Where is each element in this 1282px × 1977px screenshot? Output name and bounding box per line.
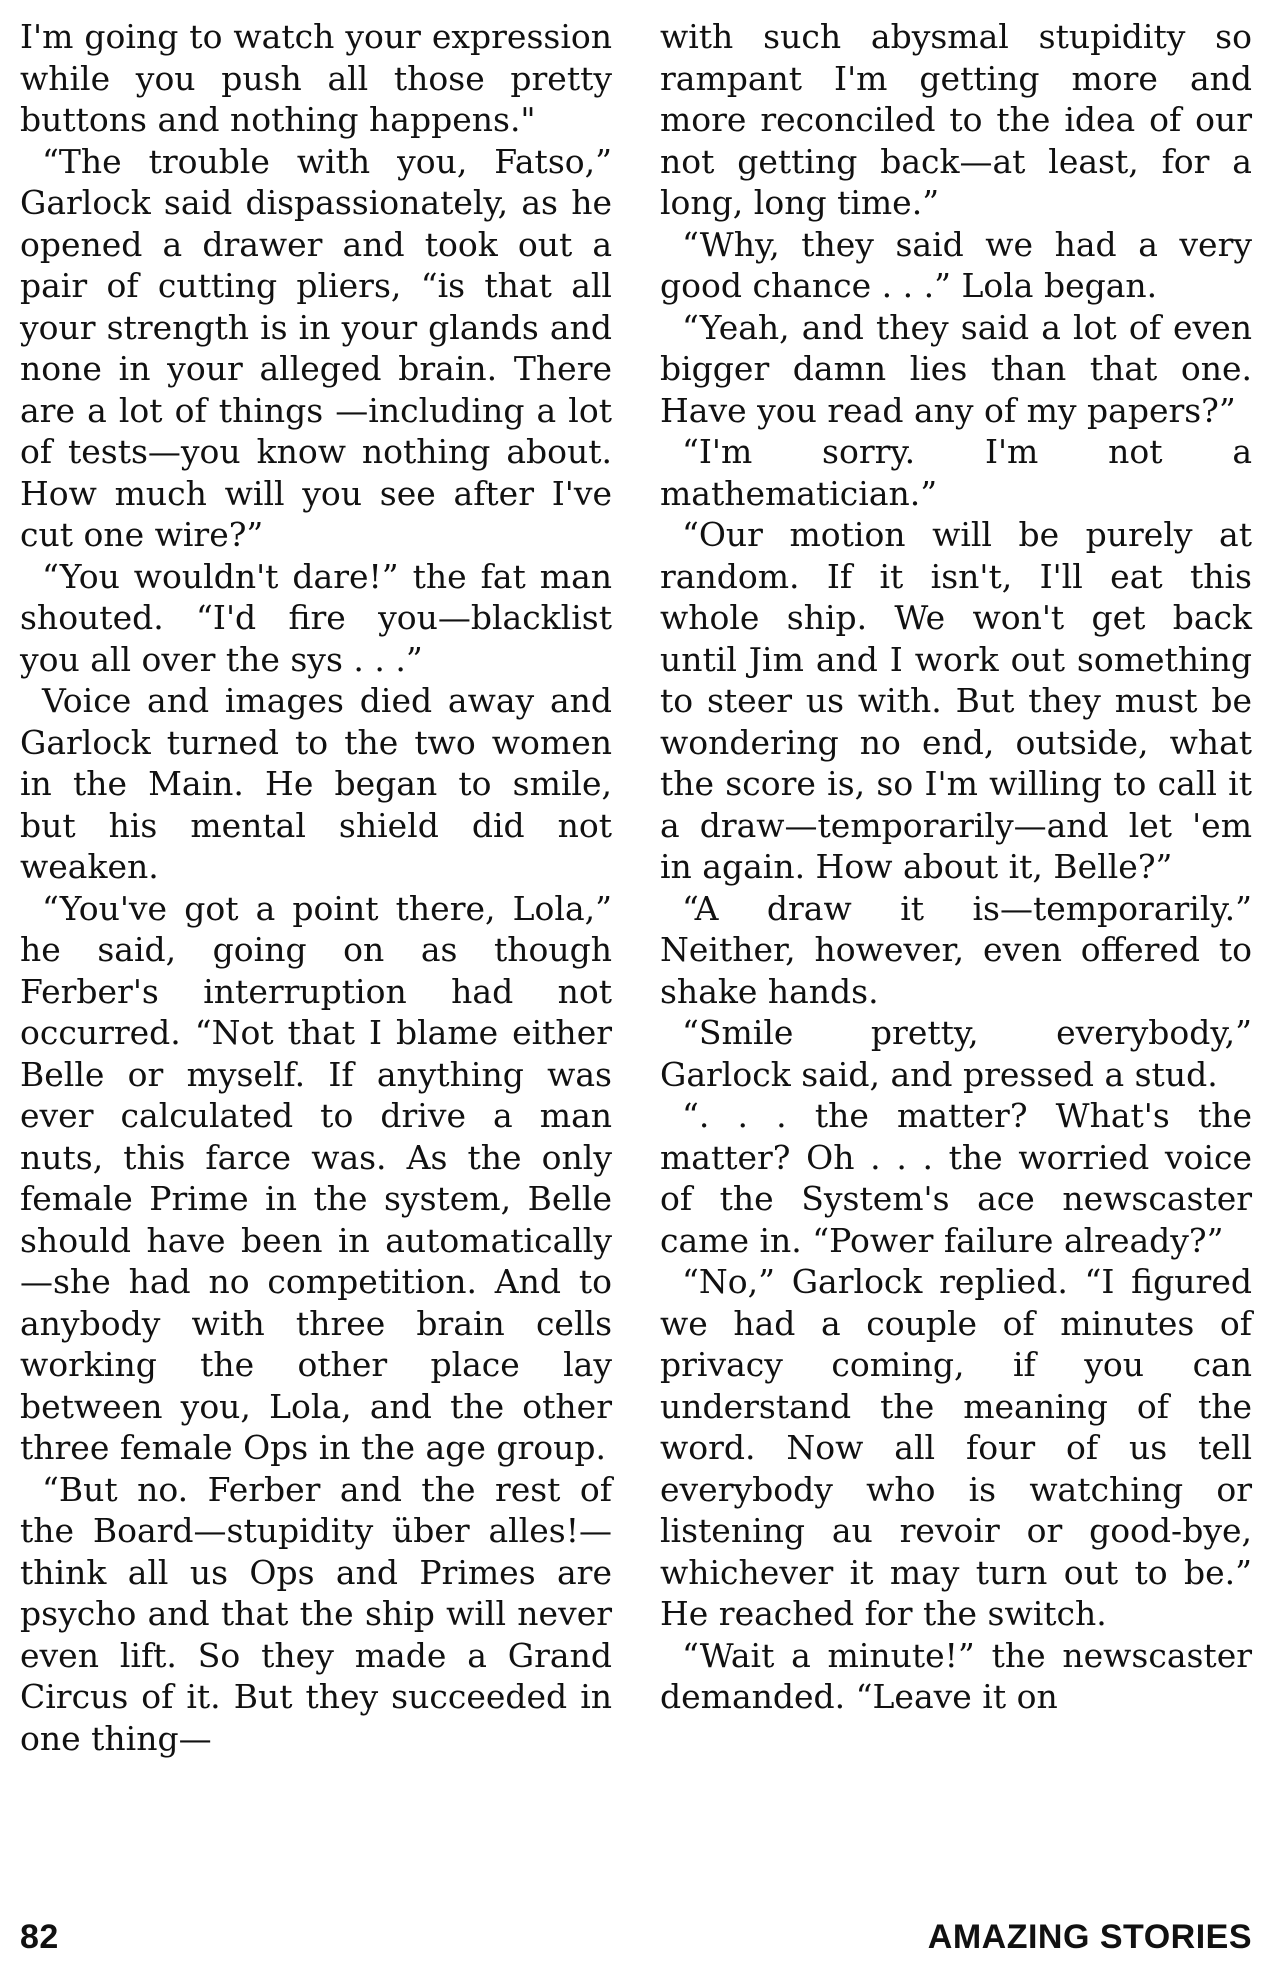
page-number: 82	[20, 1918, 59, 1956]
right-column	[660, 16, 1252, 1718]
paragraph: “No,” Garlock replied. “I figured we had a couple of minutes of privacy coming, if you can understand the meaning of the word. Now all four of us tell everybody who is watching or listening au revoir or good-bye, whichever it may turn out to be.” He reached for the switch.	[660, 1262, 1252, 1633]
paragraph: I'm going to watch your expression while you push all those pretty buttons and nothing happens."	[20, 17, 612, 139]
paragraph: “Yeah, and they said a lot of even bigger damn lies than that one. Have you read any of my papers?”	[660, 307, 1252, 430]
paragraph: “Smile pretty, everybody,” Garlock said, and pressed a stud.	[660, 1013, 1252, 1094]
paragraph: “The trouble with you, Fatso,” Garlock said dispassionately, as he opened a drawer and took out a pair of cutting pliers, “is that all your strength is in your glands and none in your alleged brain. There are a lot of things —including a lot of tests—you know nothing about. How much will you see after I've cut one wire?”	[20, 141, 612, 554]
paragraph: “You wouldn't dare!” the fat man shouted. “I'd fire you—blacklist you all over the sys . . .”	[20, 556, 612, 679]
paragraph: “Wait a minute!” the newscaster demanded. “Leave it on	[660, 1635, 1252, 1716]
left-column	[20, 16, 612, 1759]
paragraph: “You've got a point there, Lola,” he said, going on as though Ferber's interruption had not occurred. “Not that I blame either Belle or myself. If anything was ever calculated to drive a man nuts, this farce was. As the only female Prime in the system, Belle should have been in automatically—she had no competition. And to anybody with three brain cells working the other place lay between you, Lola, and the other three female Ops in the age group.	[20, 888, 612, 1467]
paragraph: “I'm sorry. I'm not a mathematician.”	[660, 432, 1252, 513]
paragraph: “. . . the matter? What's the matter? Oh . . . the worried voice of the System's ace newscaster came in. “Power failure already?”	[660, 1096, 1252, 1260]
paragraph: “A draw it is—temporarily.” Neither, however, even offered to shake hands.	[660, 888, 1252, 1011]
paragraph: “Our motion will be purely at random. If it isn't, I'll eat this whole ship. We won't get back until Jim and I work out something to steer us with. But they must be wondering no end, outside, what the score is, so I'm willing to call it a draw—temporarily—and let 'em in again. How about it, Belle?”	[660, 515, 1252, 886]
paragraph: “But no. Ferber and the rest of the Board—stupidity über alles!—think all us Ops and Primes are psycho and that the ship will never even lift. So they made a Grand Circus of it. But they succeeded in one thing—	[20, 1469, 612, 1758]
paragraph: Voice and images died away and Garlock turned to the two women in the Main. He began to smile, but his mental shield did not weaken.	[20, 681, 612, 886]
magazine-title: AMAZING STORIES	[927, 1918, 1252, 1956]
paragraph: “Why, they said we had a very good chance . . .” Lola began.	[660, 224, 1252, 305]
paragraph: with such abysmal stupidity so rampant I'm getting more and more reconciled to the idea of our not getting back—at least, for a long, long time.”	[660, 17, 1252, 222]
